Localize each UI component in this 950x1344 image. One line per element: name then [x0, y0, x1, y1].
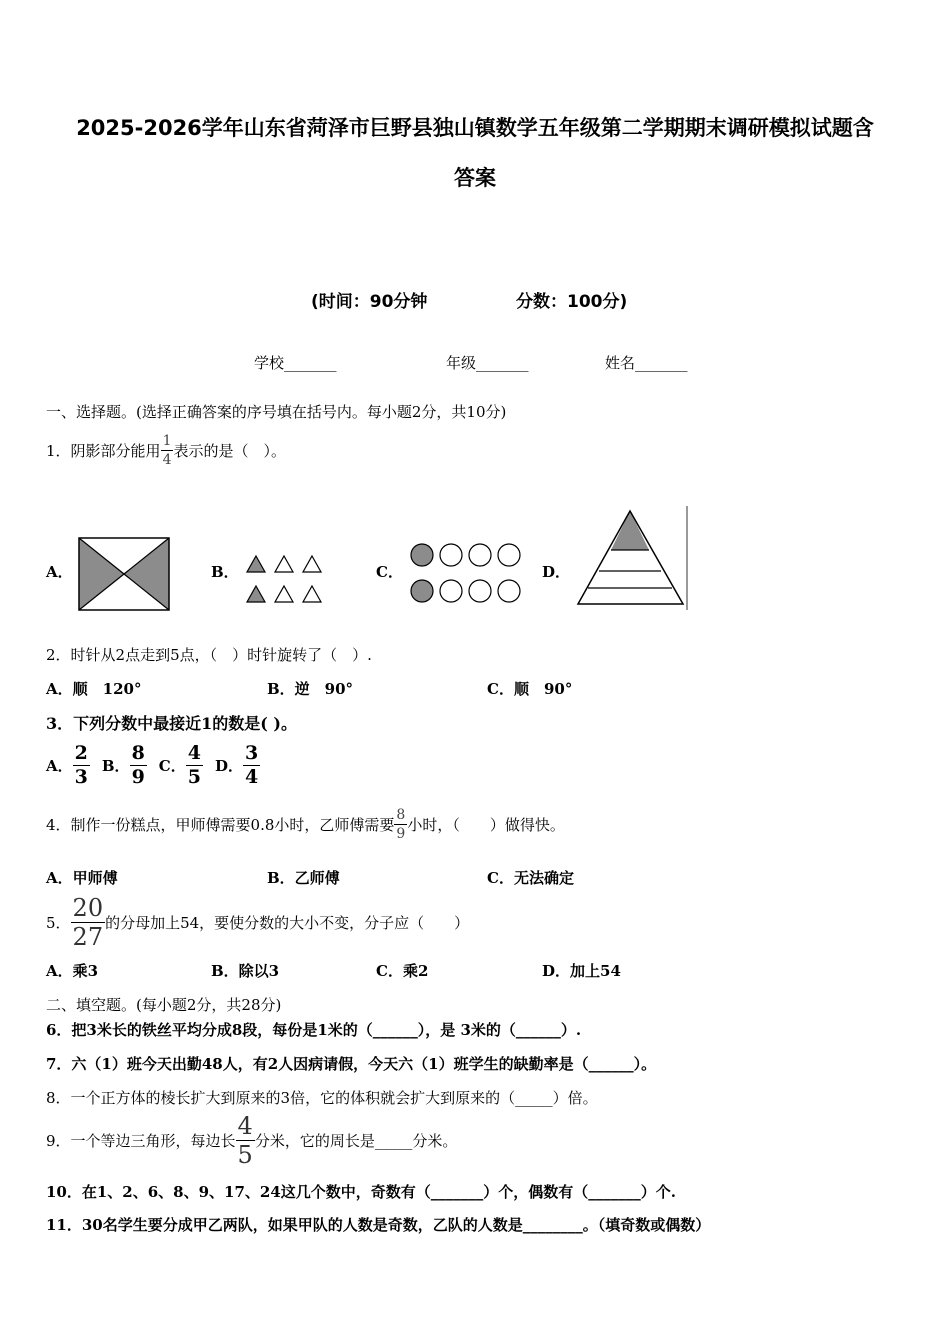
q1-c-circle-shaded — [411, 544, 433, 566]
question-7: 7．六（1）班今天出勤48人，有2人因病请假，今天六（1）班学生的缺勤率是（______）。 — [46, 1055, 657, 1073]
question-10: 10．在1、2、6、8、9、17、24这几个数中，奇数有（_______）个，偶数有（_______）个. — [46, 1183, 677, 1201]
question-5 — [46, 893, 470, 951]
q5-text-post: 的分母加上54，要使分数的大小不变，分子应（ ） — [105, 913, 470, 932]
q5-fraction: $\frac{20}{27}$ — [72, 893, 104, 951]
q1-figure-d-pyramid — [576, 506, 690, 612]
question-2: 2．时针从2点走到5点，（ ）时针旋转了（ ）. — [46, 646, 372, 664]
exam-score: 分数：100分) — [516, 292, 628, 312]
q1-frac-den: 4 — [162, 451, 172, 468]
q4-text-post: 小时，（ ）做得快。 — [407, 815, 565, 834]
q1-option-b-label: B． — [211, 563, 239, 581]
q1-a-shaded-left — [79, 538, 124, 610]
q1-fraction — [161, 434, 174, 467]
q2-option-b: B．逆 90° — [267, 680, 354, 698]
section1-heading: 一、选择题。(选择正确答案的序号填在括号内。每小题2分，共10分) — [46, 403, 507, 421]
doc-title-line1: 2025-2026学年山东省菏泽市巨野县独山镇数学五年级第二学期期末调研模拟试题含 — [76, 116, 874, 140]
school-field: 学校_______ — [254, 354, 337, 372]
q3-option-b-label: B． — [101, 756, 130, 775]
q1-option-a-label: A． — [46, 563, 73, 581]
q1-frac-num: 1 — [162, 432, 172, 449]
q1-number: 1． — [46, 441, 71, 460]
q5-option-b: B．除以3 — [211, 962, 280, 980]
q9-text-pre: 9．一个等边三角形，每边长 — [46, 1131, 236, 1150]
q5-number: 5． — [46, 913, 71, 932]
q2-option-a: A．顺 120° — [46, 680, 142, 698]
q1-figure-a-rect — [78, 537, 170, 611]
q1-option-c-label: C． — [376, 563, 403, 581]
q3-option-d-fraction: $\frac{3}{4}$ — [245, 741, 259, 788]
name-field: 姓名_______ — [605, 354, 688, 372]
q3-option-a-label: A． — [46, 756, 73, 775]
q4-text-pre: 4．制作一份糕点，甲师傅需要0.8小时，乙师傅需要 — [46, 815, 395, 834]
q1-figure-b-triangles — [244, 553, 326, 605]
question-6: 6．把3米长的铁丝平均分成8段，每份是1米的（______），是 3米的（______）. — [46, 1021, 582, 1039]
q5-option-d: D．加上54 — [542, 962, 621, 980]
question-11: 11．30名学生要分成甲乙两队，如果甲队的人数是奇数，乙队的人数是________。（填奇数或偶数） — [46, 1216, 711, 1234]
section2-heading: 二、填空题。(每小题2分，共28分) — [46, 996, 282, 1014]
q1-b-triangle-shaded — [247, 586, 265, 602]
q4-option-b: B．乙师傅 — [267, 869, 340, 887]
q4-fraction: $\frac{8}{9}$ — [396, 806, 406, 842]
q3-option-b-fraction: $\frac{8}{9}$ — [131, 741, 145, 788]
q1-option-d-label: D． — [542, 563, 571, 581]
q4-option-c: C．无法确定 — [487, 869, 574, 887]
question-3: 3．下列分数中最接近1的数是( )。 — [46, 714, 297, 733]
q1-c-circle-shaded — [411, 580, 433, 602]
q4-option-a: A．甲师傅 — [46, 869, 118, 887]
question-8: 8．一个正方体的棱长扩大到原来的3倍，它的体积就会扩大到原来的（_____）倍。 — [46, 1089, 598, 1107]
q1-b-triangle-shaded — [247, 556, 265, 572]
q1-a-shaded-right — [124, 538, 169, 610]
q5-option-a: A．乘3 — [46, 962, 99, 980]
question-4 — [46, 802, 565, 846]
exam-time: (时间：90分钟 — [311, 292, 428, 312]
q3-options — [46, 742, 260, 788]
q2-option-c: C．顺 90° — [487, 680, 573, 698]
question-1 — [46, 428, 286, 472]
q3-option-c-fraction: $\frac{4}{5}$ — [187, 741, 201, 788]
q9-text-post: 分米，它的周长是_____分米。 — [254, 1131, 458, 1150]
doc-title-line2: 答案 — [454, 166, 496, 190]
q1-figure-c-circles — [408, 541, 526, 607]
q1-text-pre: 阴影部分能用 — [70, 441, 161, 460]
q3-option-c-label: C． — [158, 756, 186, 775]
q1-d-shaded-top — [611, 511, 649, 550]
q5-option-c: C．乘2 — [376, 962, 429, 980]
grade-field: 年级_______ — [446, 354, 529, 372]
q1-text-post: 表示的是（ ）。 — [173, 441, 286, 460]
question-9 — [46, 1111, 458, 1169]
q3-option-d-label: D． — [214, 756, 243, 775]
q9-fraction: $\frac{4}{5}$ — [237, 1111, 253, 1169]
q3-option-a-fraction: $\frac{2}{3}$ — [74, 741, 88, 788]
